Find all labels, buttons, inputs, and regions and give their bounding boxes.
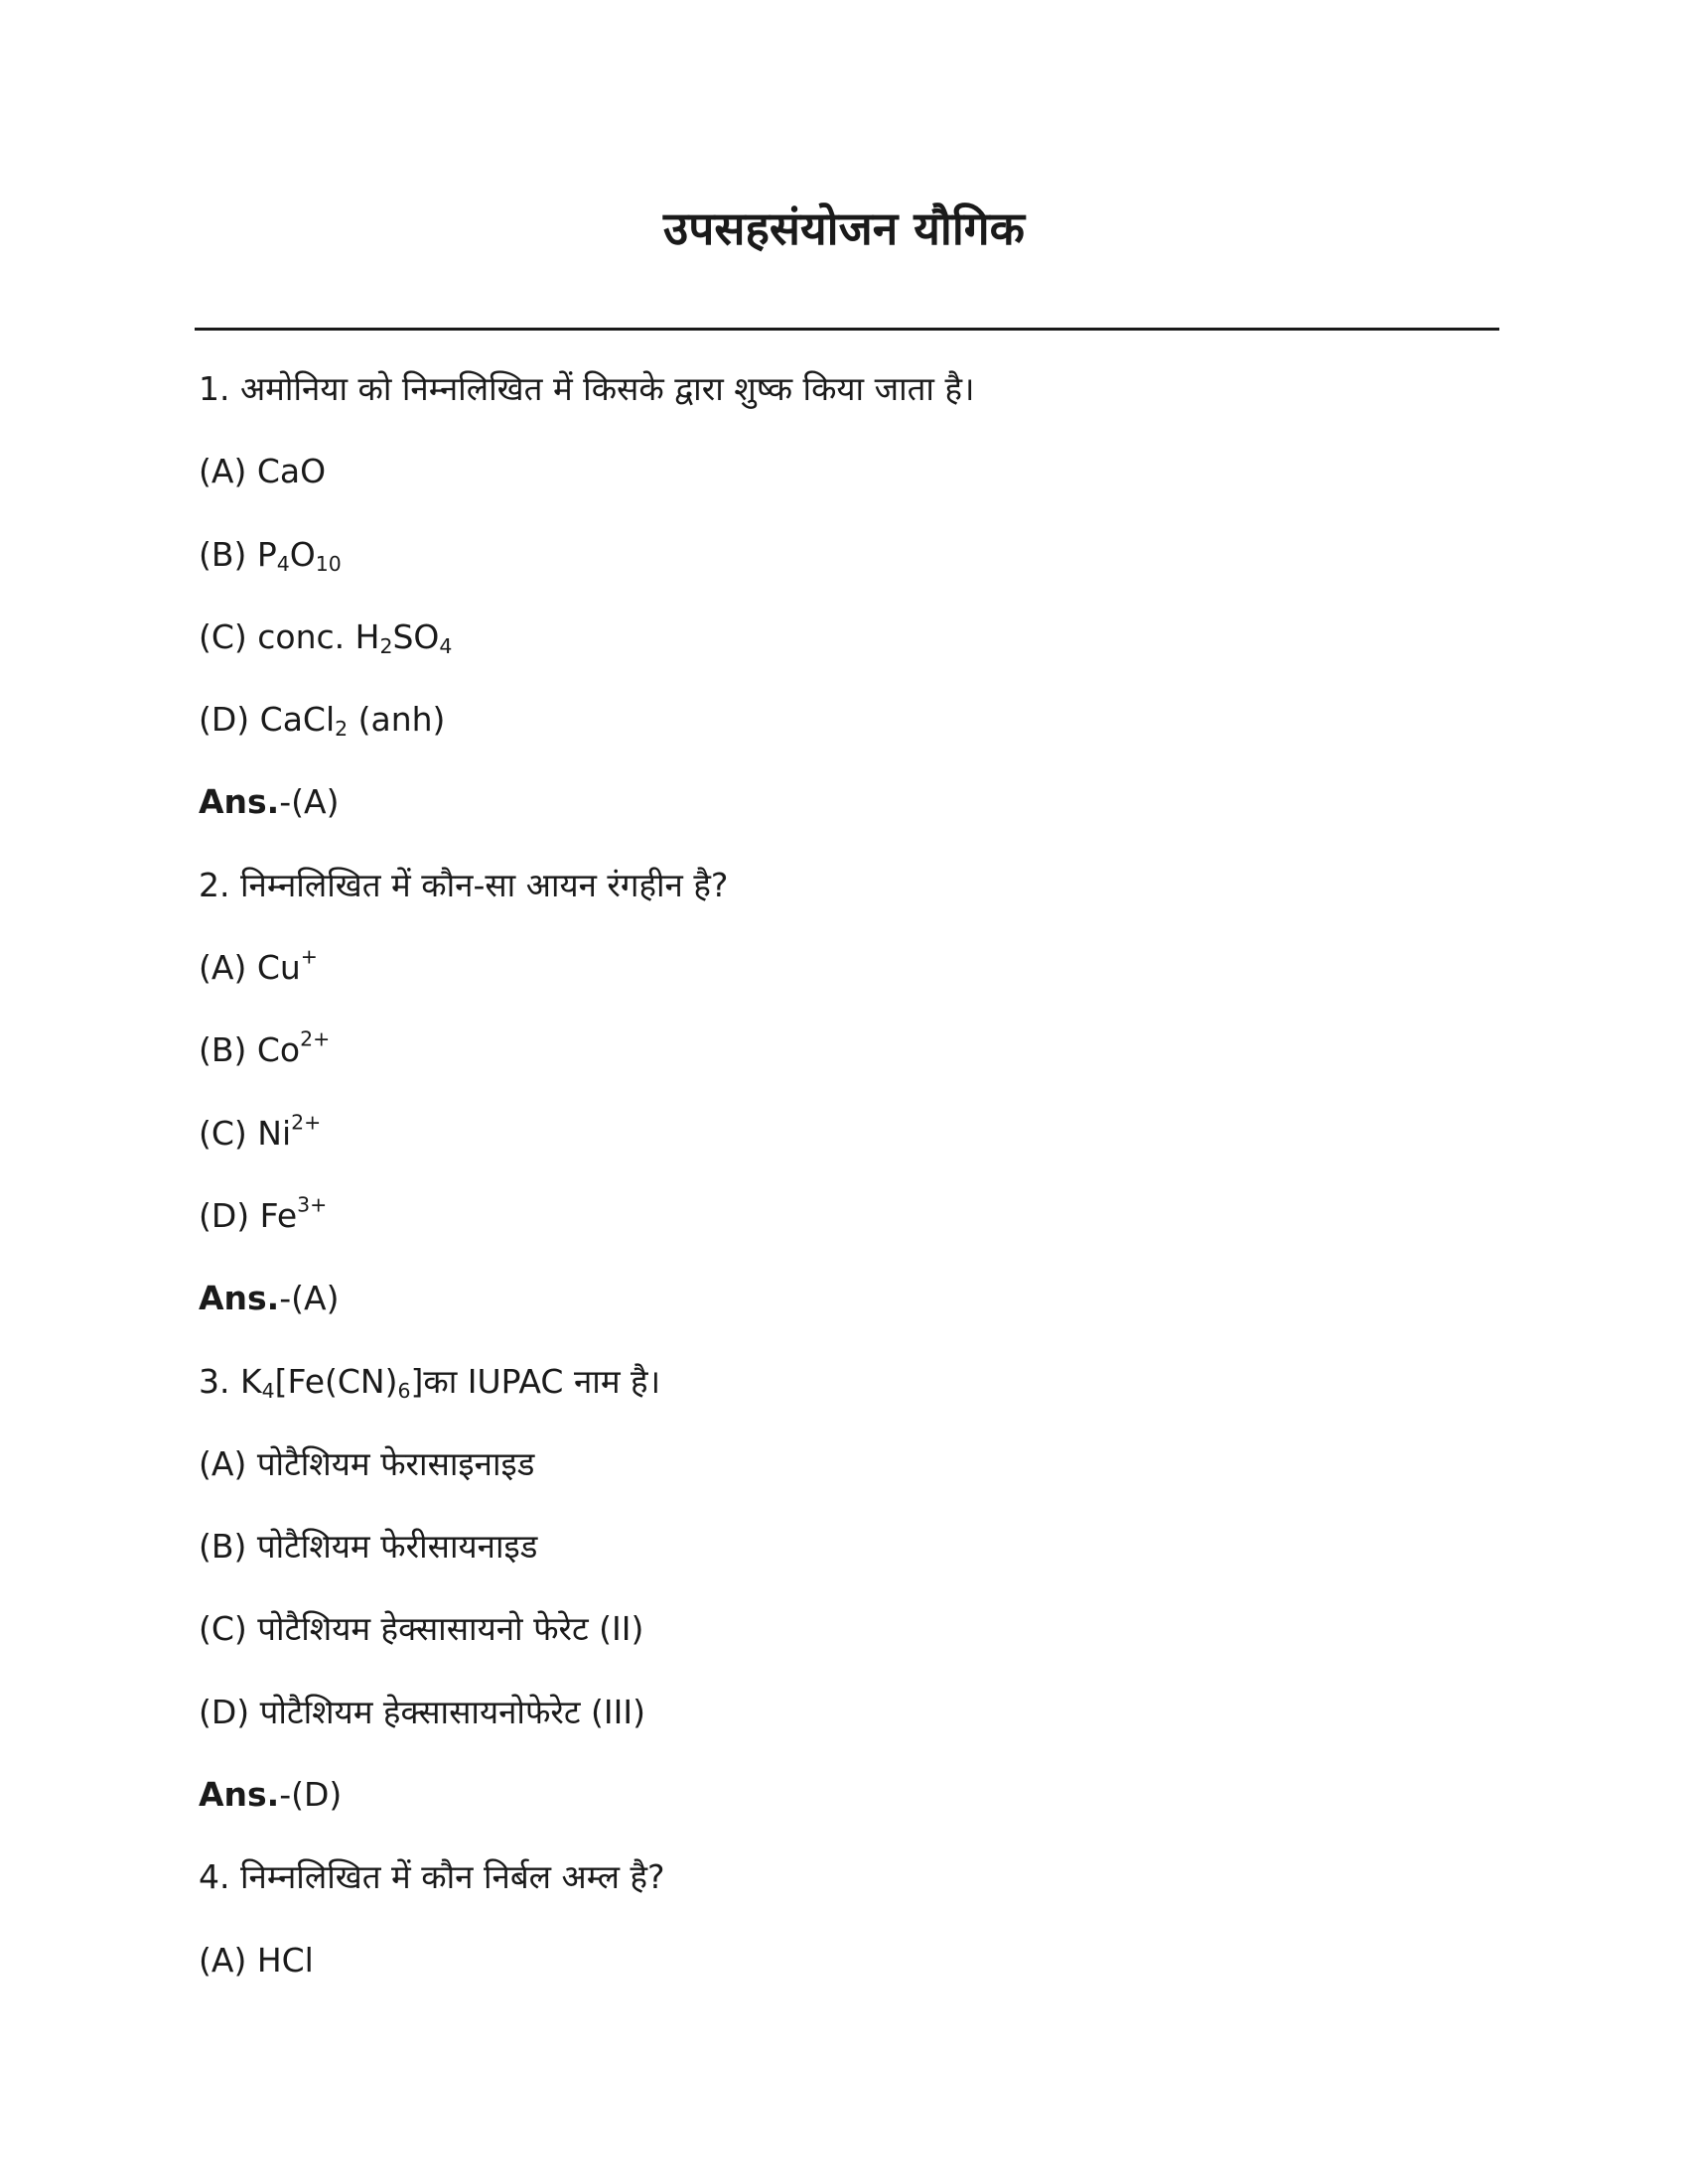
answer-label: Ans. (199, 1775, 280, 1815)
question-2-option-c: (C) $Ni^{2+}$ (199, 1110, 322, 1153)
question-1-option-b: (B) $P_4O_{10}$ (199, 534, 342, 576)
question-list (199, 359, 1489, 2013)
question-1-text: 1. अमोनिया को निम्नलिखित में किसके द्वारा शुष्क किया जाता है। (199, 369, 975, 408)
question-3-answer: Ans.-(D) (199, 1775, 343, 1815)
answer-label: Ans. (199, 1279, 280, 1318)
question-3-option-b: (B) पोटैशियम फेरीसायनाइड (199, 1527, 538, 1567)
question-3-text: 3. $K_4[Fe(CN)_6]का$ IUPAC नाम है। (199, 1361, 661, 1403)
question-2-option-a: (A) Cu+ (199, 944, 318, 988)
question-2-text: 2. निम्नलिखित में कौन-सा आयन रंगहीन है? (199, 865, 729, 904)
question-2-option-d: (D) $Fe^{3+}$ (199, 1192, 328, 1235)
question-1-option-a: (A) CaO (199, 452, 327, 491)
question-4-option-a: (A) HCl (199, 1940, 314, 1979)
question-2-answer: Ans.-(A) (199, 1279, 340, 1318)
question-1-answer: Ans.-(A) (199, 782, 340, 822)
question-1-option-c: (C) conc. $H_2SO_4$ (199, 616, 453, 658)
answer-label: Ans. (199, 782, 280, 822)
title-divider (195, 328, 1499, 331)
question-1-option-d: (D) CaCl$_2$ (anh) (199, 700, 446, 742)
question-3-option-d: (D) पोटैशियम हेक्सासायनोफेरेट (III) (199, 1692, 645, 1731)
question-4-text: 4. निम्नलिखित में कौन निर्बल अम्ल है? (199, 1857, 665, 1897)
question-3-option-a: (A) पोटैशियम फेरासाइनाइड (199, 1443, 535, 1483)
page-title: उपसहसंयोजन यौगिक (663, 202, 1025, 255)
question-3-option-c: (C) पोटैशियम हेक्सासायनो फेरेट (II) (199, 1609, 644, 1649)
question-2-option-b: (B) $Co^{2+}$ (199, 1027, 331, 1070)
